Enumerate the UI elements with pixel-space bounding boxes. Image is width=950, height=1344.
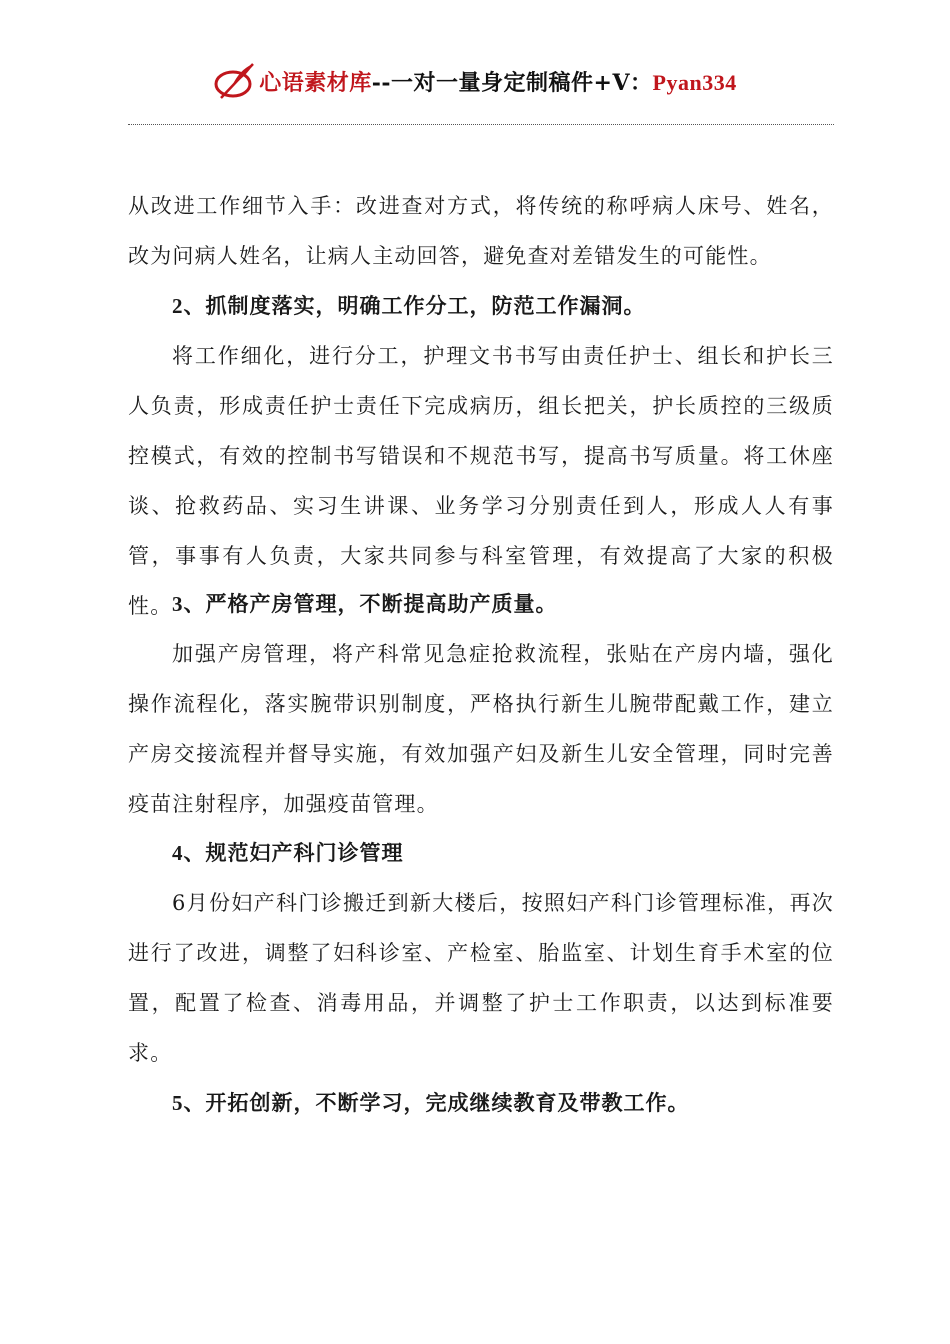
quill-pen-icon	[213, 60, 259, 102]
heading-2: 2、抓制度落实，明确工作分工，防范工作漏洞。	[172, 294, 646, 318]
paragraph-3: 加强产房管理，将产科常见急症抢救流程，张贴在产房内墙，强化操作流程化，落实腕带识别制度，严格执行新生儿腕带配戴工作，建立产房交接流程并督导实施，有效加强产妇及新生儿安全管理，同时完善疫苗注射程序，加强疫苗管理。	[128, 642, 834, 816]
paragraph-2: 将工作细化，进行分工，护理文书书写由责任护士、组长和护长三人负责，形成责任护士责任下完成病历，组长把关，护长质控的三级质控模式，有效的控制书写错误和不规范书写，提高书写质量。将工休座谈、抢救药品、实习生讲课、业务学习分别责任到人，形成人人有事管，事事有人负责，大家共同参与科室管理，有效提高了大家的积极性。	[128, 344, 834, 618]
header-tagline: --一对一量身定制稿件+V：	[371, 69, 653, 96]
paragraph-intro: 从改进工作细节入手：改进查对方式，将传统的称呼病人床号、姓名，改为问病人姓名，让病人主动回答，避免查对差错发生的可能性。	[128, 194, 834, 268]
header-title	[259, 66, 736, 97]
header-divider	[128, 124, 834, 125]
heading-5: 5、开拓创新，不断学习，完成继续教育及带教工作。	[172, 1091, 690, 1115]
header-code: Pyan334	[652, 69, 737, 95]
page-header	[0, 56, 950, 106]
heading-4: 4、规范妇产科门诊管理	[172, 841, 404, 865]
paragraph-4: 6月份妇产科门诊搬迁到新大楼后，按照妇产科门诊管理标准，再次进行了改进，调整了妇科诊室、产检室、胎监室、计划生育手术室的位置，配置了检查、消毒用品，并调整了护士工作职责，以达到标准要求。	[128, 891, 834, 1065]
header-brand: 心语素材库	[259, 69, 372, 96]
heading-3: 3、严格产房管理，不断提高助产质量。	[172, 592, 558, 616]
